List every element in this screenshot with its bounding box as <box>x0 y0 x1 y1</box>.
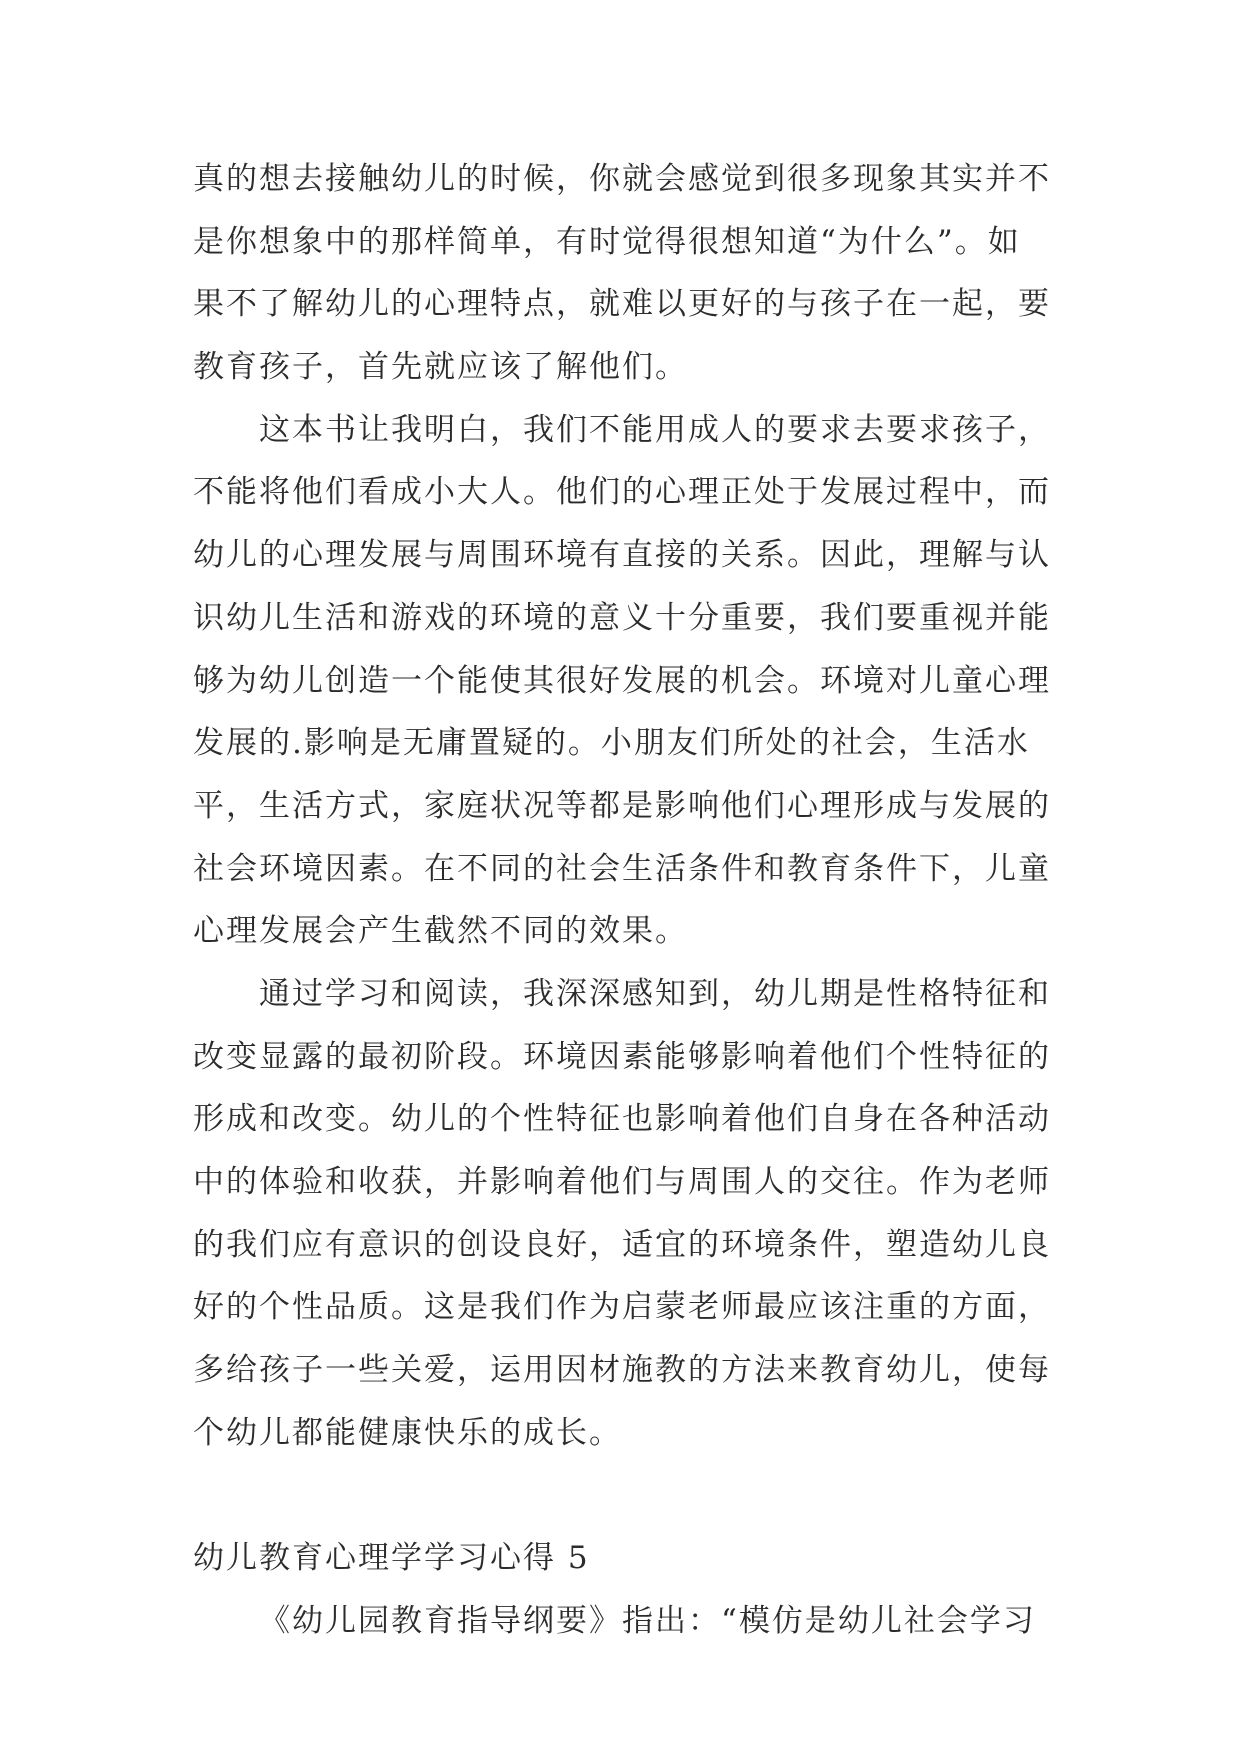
section-heading: 幼儿教育心理学学习心得 5 <box>193 1540 590 1577</box>
text-line: 好的个性品质。这是我们作为启蒙老师最应该注重的方面， <box>193 1289 1051 1326</box>
text-line: 够为幼儿创造一个能使其很好发展的机会。环境对儿童心理 <box>193 662 1051 699</box>
text-line: 改变显露的最初阶段。环境因素能够影响着他们个性特征的 <box>193 1038 1051 1075</box>
text-line: 平，生活方式，家庭状况等都是影响他们心理形成与发展的 <box>193 787 1051 824</box>
paragraph-4 <box>193 1590 1053 1653</box>
text-line: 中的体验和收获，并影响着他们与周围人的交往。作为老师 <box>193 1164 1051 1200</box>
text-line: 果不了解幼儿的心理特点，就难以更好的与孩子在一起，要 <box>193 286 1051 323</box>
paragraph-3 <box>193 963 1053 1465</box>
text-line: 教育孩子，首先就应该了解他们。 <box>193 349 688 386</box>
text-line: 通过学习和阅读，我深深感知到，幼儿期是性格特征和 <box>259 975 1051 1012</box>
text-line: 心理发展会产生截然不同的效果。 <box>193 913 688 950</box>
paragraph-1 <box>193 148 1053 399</box>
text-line: 是你想象中的那样简单，有时觉得很想知道“为什么”。如 <box>193 223 1021 260</box>
text-line: 个幼儿都能健康快乐的成长。 <box>193 1414 622 1451</box>
document-body <box>193 148 1053 1653</box>
text-line: 的我们应有意识的创设良好，适宜的环境条件，塑造幼儿良 <box>193 1226 1051 1263</box>
paragraph-2 <box>193 399 1053 963</box>
blank-line <box>193 1464 1053 1527</box>
text-line: 发展的.影响是无庸置疑的。小朋友们所处的社会，生活水 <box>193 725 1030 762</box>
text-line: 这本书让我明白，我们不能用成人的要求去要求孩子， <box>259 411 1051 448</box>
text-line: 社会环境因素。在不同的社会生活条件和教育条件下，儿童 <box>193 850 1051 887</box>
text-line: 形成和改变。幼儿的个性特征也影响着他们自身在各种活动 <box>193 1101 1051 1138</box>
text-line: 《幼儿园教育指导纲要》指出：“模仿是幼儿社会学习 <box>259 1602 1036 1639</box>
text-line: 幼儿的心理发展与周围环境有直接的关系。因此，理解与认 <box>193 537 1051 574</box>
text-line: 多给孩子一些关爱，运用因材施教的方法来教育幼儿，使每 <box>193 1352 1051 1389</box>
text-line: 识幼儿生活和游戏的环境的意义十分重要，我们要重视并能 <box>193 599 1051 636</box>
text-line: 真的想去接触幼儿的时候，你就会感觉到很多现象其实并不 <box>193 161 1051 197</box>
text-line: 不能将他们看成小大人。他们的心理正处于发展过程中，而 <box>193 474 1051 511</box>
